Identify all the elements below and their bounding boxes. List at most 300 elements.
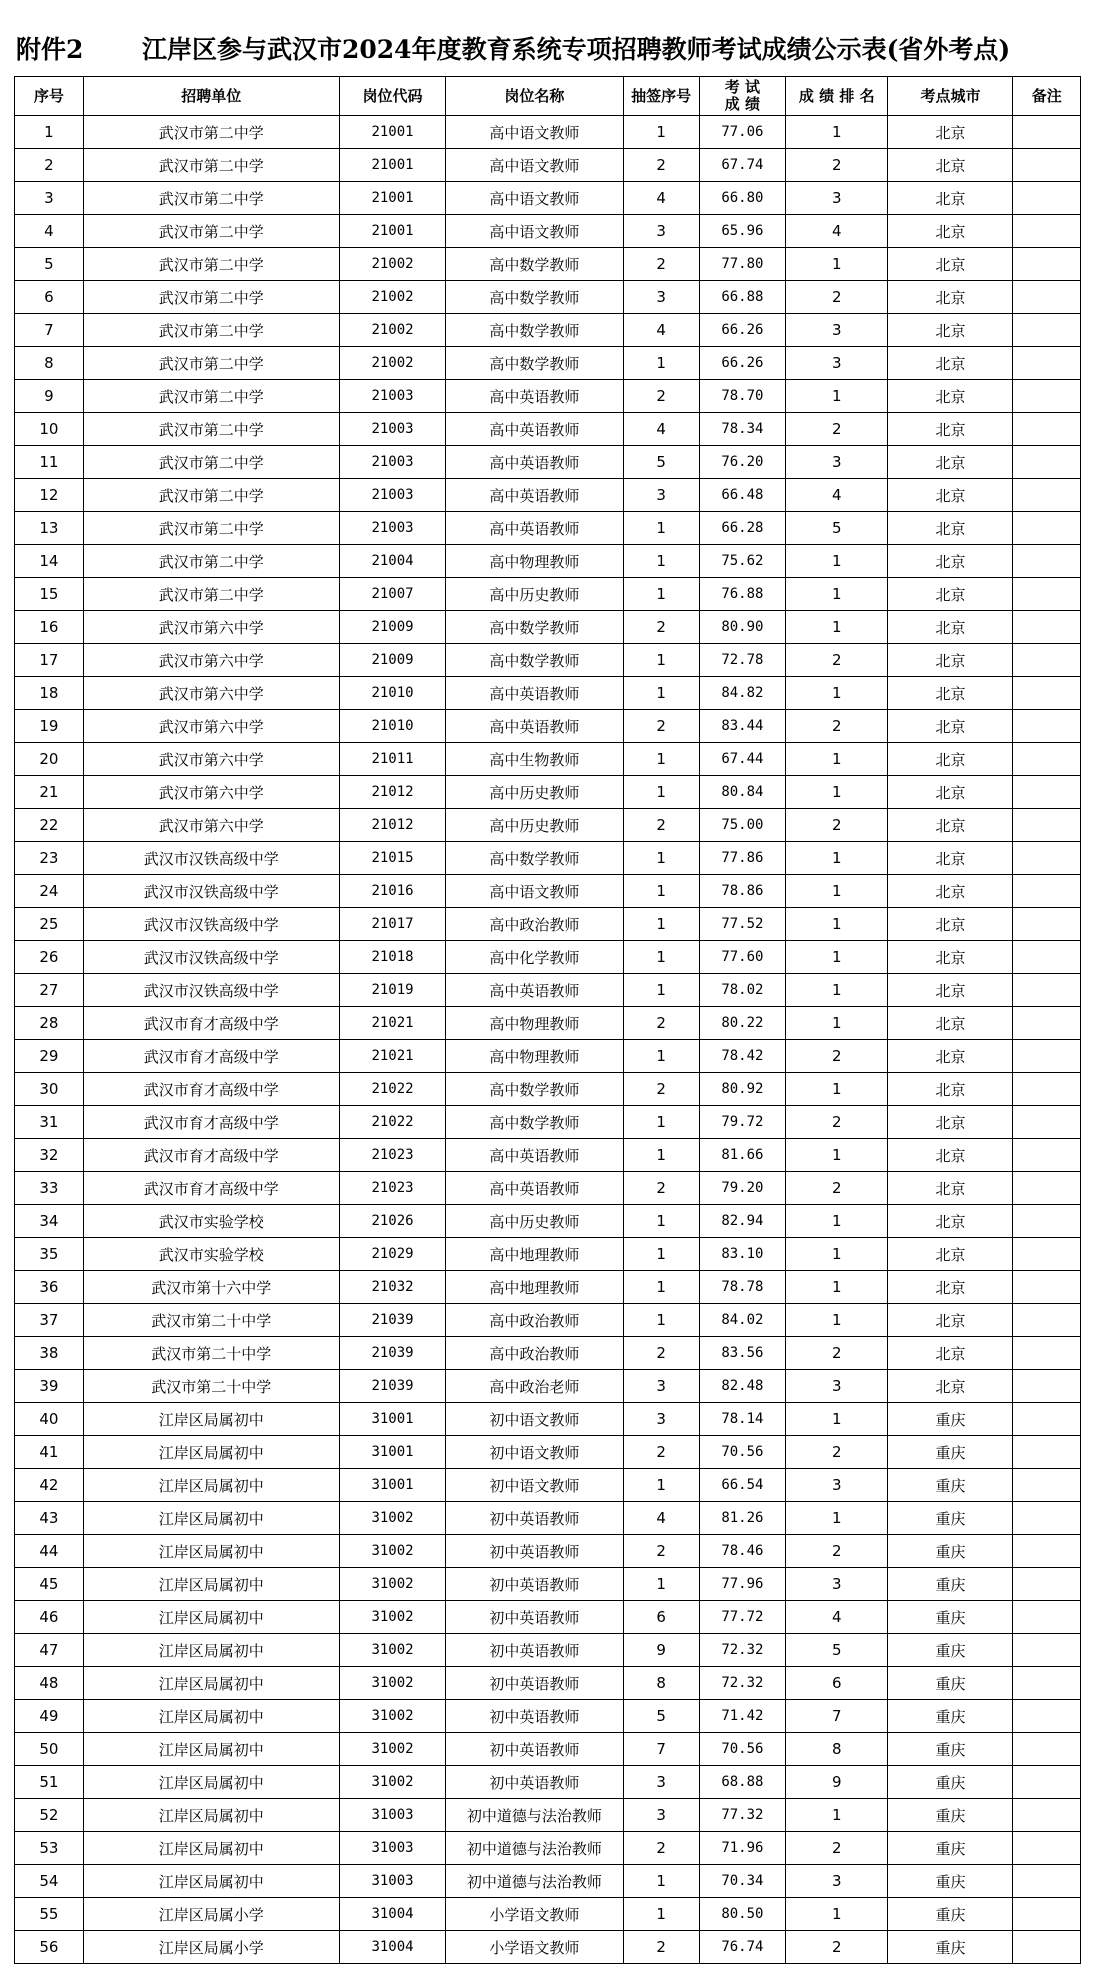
cell-draw: 1 [623, 875, 699, 908]
cell-index: 13 [15, 512, 84, 545]
cell-rank: 3 [786, 1865, 888, 1898]
cell-position: 初中英语教师 [446, 1535, 623, 1568]
cell-index: 47 [15, 1634, 84, 1667]
cell-unit: 武汉市第六中学 [83, 809, 339, 842]
cell-city: 北京 [888, 248, 1013, 281]
cell-score: 75.00 [699, 809, 785, 842]
cell-draw: 2 [623, 149, 699, 182]
cell-note [1013, 1568, 1081, 1601]
cell-unit: 武汉市汉铁高级中学 [83, 908, 339, 941]
cell-score: 78.70 [699, 380, 785, 413]
table-row [15, 1535, 1081, 1568]
cell-city: 北京 [888, 644, 1013, 677]
cell-code: 21002 [339, 314, 445, 347]
cell-code: 21002 [339, 281, 445, 314]
cell-rank: 3 [786, 347, 888, 380]
cell-index: 45 [15, 1568, 84, 1601]
header-row [15, 77, 1081, 116]
cell-position: 高中政治教师 [446, 1337, 623, 1370]
cell-score: 70.56 [699, 1436, 785, 1469]
cell-draw: 1 [623, 1568, 699, 1601]
cell-note [1013, 1469, 1081, 1502]
cell-rank: 1 [786, 248, 888, 281]
cell-rank: 2 [786, 1535, 888, 1568]
cell-note [1013, 281, 1081, 314]
cell-draw: 2 [623, 1832, 699, 1865]
cell-index: 32 [15, 1139, 84, 1172]
cell-unit: 江岸区局属初中 [83, 1667, 339, 1700]
cell-unit: 江岸区局属初中 [83, 1766, 339, 1799]
header-position: 岗位名称 [446, 77, 623, 116]
cell-city: 北京 [888, 380, 1013, 413]
cell-unit: 武汉市第二中学 [83, 215, 339, 248]
cell-rank: 4 [786, 215, 888, 248]
cell-unit: 武汉市实验学校 [83, 1238, 339, 1271]
cell-rank: 1 [786, 974, 888, 1007]
cell-index: 50 [15, 1733, 84, 1766]
cell-draw: 1 [623, 1898, 699, 1931]
cell-draw: 2 [623, 248, 699, 281]
cell-score: 66.48 [699, 479, 785, 512]
cell-rank: 1 [786, 875, 888, 908]
cell-position: 高中英语教师 [446, 974, 623, 1007]
cell-position: 小学语文教师 [446, 1931, 623, 1964]
cell-score: 68.88 [699, 1766, 785, 1799]
cell-draw: 2 [623, 1337, 699, 1370]
cell-score: 78.34 [699, 413, 785, 446]
cell-unit: 江岸区局属初中 [83, 1535, 339, 1568]
cell-code: 31002 [339, 1667, 445, 1700]
cell-unit: 武汉市第二十中学 [83, 1337, 339, 1370]
cell-code: 21022 [339, 1106, 445, 1139]
cell-unit: 武汉市第二十中学 [83, 1304, 339, 1337]
cell-position: 高中数学教师 [446, 281, 623, 314]
cell-note [1013, 776, 1081, 809]
cell-rank: 3 [786, 182, 888, 215]
cell-draw: 1 [623, 1865, 699, 1898]
cell-rank: 1 [786, 908, 888, 941]
table-row [15, 1271, 1081, 1304]
table-row [15, 776, 1081, 809]
cell-unit: 江岸区局属初中 [83, 1436, 339, 1469]
cell-note [1013, 1832, 1081, 1865]
cell-city: 重庆 [888, 1568, 1013, 1601]
cell-rank: 5 [786, 512, 888, 545]
cell-code: 21009 [339, 611, 445, 644]
cell-position: 高中历史教师 [446, 1205, 623, 1238]
cell-unit: 武汉市第六中学 [83, 776, 339, 809]
cell-city: 北京 [888, 677, 1013, 710]
cell-position: 初中英语教师 [446, 1502, 623, 1535]
cell-draw: 3 [623, 1799, 699, 1832]
cell-draw: 1 [623, 1205, 699, 1238]
cell-score: 77.86 [699, 842, 785, 875]
cell-note [1013, 1931, 1081, 1964]
cell-position: 初中英语教师 [446, 1766, 623, 1799]
cell-index: 8 [15, 347, 84, 380]
cell-position: 小学语文教师 [446, 1898, 623, 1931]
cell-draw: 1 [623, 1139, 699, 1172]
cell-code: 21039 [339, 1337, 445, 1370]
cell-unit: 武汉市第二中学 [83, 380, 339, 413]
cell-unit: 武汉市育才高级中学 [83, 1139, 339, 1172]
cell-unit: 武汉市育才高级中学 [83, 1040, 339, 1073]
cell-score: 66.54 [699, 1469, 785, 1502]
cell-draw: 1 [623, 1304, 699, 1337]
cell-city: 重庆 [888, 1898, 1013, 1931]
cell-rank: 1 [786, 776, 888, 809]
table-row [15, 314, 1081, 347]
cell-note [1013, 743, 1081, 776]
cell-city: 重庆 [888, 1667, 1013, 1700]
cell-index: 4 [15, 215, 84, 248]
cell-unit: 武汉市第二中学 [83, 578, 339, 611]
table-row [15, 1073, 1081, 1106]
cell-index: 16 [15, 611, 84, 644]
cell-rank: 1 [786, 1238, 888, 1271]
table-row [15, 809, 1081, 842]
cell-note [1013, 1139, 1081, 1172]
cell-score: 77.32 [699, 1799, 785, 1832]
cell-rank: 2 [786, 1337, 888, 1370]
cell-rank: 3 [786, 446, 888, 479]
cell-unit: 江岸区局属初中 [83, 1832, 339, 1865]
cell-draw: 2 [623, 710, 699, 743]
table-row [15, 479, 1081, 512]
cell-code: 31002 [339, 1766, 445, 1799]
cell-index: 9 [15, 380, 84, 413]
cell-position: 高中数学教师 [446, 611, 623, 644]
cell-city: 北京 [888, 413, 1013, 446]
table-row [15, 1238, 1081, 1271]
cell-draw: 4 [623, 413, 699, 446]
cell-rank: 1 [786, 1898, 888, 1931]
cell-note [1013, 644, 1081, 677]
cell-code: 31001 [339, 1436, 445, 1469]
cell-draw: 4 [623, 182, 699, 215]
cell-draw: 2 [623, 1436, 699, 1469]
cell-unit: 武汉市育才高级中学 [83, 1073, 339, 1106]
cell-index: 42 [15, 1469, 84, 1502]
cell-city: 北京 [888, 1370, 1013, 1403]
cell-code: 31002 [339, 1733, 445, 1766]
cell-index: 51 [15, 1766, 84, 1799]
table-row [15, 1568, 1081, 1601]
cell-position: 高中数学教师 [446, 1106, 623, 1139]
cell-score: 78.86 [699, 875, 785, 908]
cell-city: 北京 [888, 842, 1013, 875]
cell-city: 北京 [888, 479, 1013, 512]
cell-note [1013, 1370, 1081, 1403]
cell-index: 2 [15, 149, 84, 182]
table-row [15, 611, 1081, 644]
header-code: 岗位代码 [339, 77, 445, 116]
cell-note [1013, 1337, 1081, 1370]
cell-code: 21004 [339, 545, 445, 578]
header-city: 考点城市 [888, 77, 1013, 116]
table-row [15, 1403, 1081, 1436]
cell-rank: 9 [786, 1766, 888, 1799]
cell-rank: 1 [786, 941, 888, 974]
cell-code: 21003 [339, 413, 445, 446]
cell-city: 北京 [888, 941, 1013, 974]
cell-score: 79.20 [699, 1172, 785, 1205]
cell-code: 21012 [339, 809, 445, 842]
cell-code: 21016 [339, 875, 445, 908]
cell-index: 56 [15, 1931, 84, 1964]
cell-note [1013, 149, 1081, 182]
cell-code: 21001 [339, 116, 445, 149]
table-row [15, 875, 1081, 908]
cell-note [1013, 116, 1081, 149]
cell-score: 81.26 [699, 1502, 785, 1535]
cell-code: 31003 [339, 1832, 445, 1865]
cell-city: 北京 [888, 215, 1013, 248]
cell-index: 1 [15, 116, 84, 149]
cell-city: 重庆 [888, 1766, 1013, 1799]
cell-note [1013, 479, 1081, 512]
cell-unit: 武汉市汉铁高级中学 [83, 941, 339, 974]
cell-draw: 1 [623, 1271, 699, 1304]
cell-code: 21029 [339, 1238, 445, 1271]
cell-position: 高中英语教师 [446, 710, 623, 743]
cell-note [1013, 1238, 1081, 1271]
cell-city: 北京 [888, 578, 1013, 611]
cell-code: 21003 [339, 446, 445, 479]
cell-score: 78.02 [699, 974, 785, 1007]
cell-score: 67.74 [699, 149, 785, 182]
cell-position: 高中数学教师 [446, 248, 623, 281]
cell-note [1013, 842, 1081, 875]
cell-draw: 1 [623, 116, 699, 149]
cell-rank: 1 [786, 116, 888, 149]
cell-draw: 1 [623, 1469, 699, 1502]
cell-position: 初中英语教师 [446, 1601, 623, 1634]
cell-index: 21 [15, 776, 84, 809]
cell-note [1013, 1205, 1081, 1238]
cell-city: 北京 [888, 512, 1013, 545]
header-score-line1: 考 试 [724, 78, 761, 96]
cell-city: 北京 [888, 1238, 1013, 1271]
cell-score: 77.06 [699, 116, 785, 149]
table-row [15, 941, 1081, 974]
table-row [15, 1436, 1081, 1469]
cell-rank: 8 [786, 1733, 888, 1766]
cell-unit: 武汉市第六中学 [83, 710, 339, 743]
cell-unit: 武汉市第二十中学 [83, 1370, 339, 1403]
cell-position: 高中政治教师 [446, 1304, 623, 1337]
cell-code: 21015 [339, 842, 445, 875]
cell-note [1013, 1007, 1081, 1040]
cell-unit: 武汉市第二中学 [83, 545, 339, 578]
cell-score: 83.44 [699, 710, 785, 743]
cell-note [1013, 1106, 1081, 1139]
cell-rank: 1 [786, 1799, 888, 1832]
cell-code: 21039 [339, 1304, 445, 1337]
cell-score: 77.52 [699, 908, 785, 941]
cell-draw: 1 [623, 941, 699, 974]
cell-note [1013, 314, 1081, 347]
cell-unit: 武汉市第六中学 [83, 644, 339, 677]
cell-draw: 1 [623, 1238, 699, 1271]
cell-index: 22 [15, 809, 84, 842]
cell-position: 高中历史教师 [446, 578, 623, 611]
cell-code: 21021 [339, 1007, 445, 1040]
cell-draw: 1 [623, 743, 699, 776]
cell-rank: 2 [786, 281, 888, 314]
cell-unit: 武汉市第六中学 [83, 611, 339, 644]
cell-score: 66.88 [699, 281, 785, 314]
cell-draw: 1 [623, 512, 699, 545]
cell-position: 高中英语教师 [446, 446, 623, 479]
table-row [15, 974, 1081, 1007]
cell-unit: 武汉市第二中学 [83, 314, 339, 347]
cell-city: 重庆 [888, 1931, 1013, 1964]
cell-city: 北京 [888, 149, 1013, 182]
cell-draw: 2 [623, 611, 699, 644]
cell-position: 高中数学教师 [446, 842, 623, 875]
cell-draw: 1 [623, 347, 699, 380]
cell-position: 高中政治教师 [446, 908, 623, 941]
cell-rank: 1 [786, 1007, 888, 1040]
cell-index: 24 [15, 875, 84, 908]
cell-rank: 1 [786, 1139, 888, 1172]
cell-index: 28 [15, 1007, 84, 1040]
cell-rank: 2 [786, 1172, 888, 1205]
cell-rank: 3 [786, 314, 888, 347]
cell-rank: 2 [786, 644, 888, 677]
cell-rank: 1 [786, 611, 888, 644]
cell-note [1013, 1733, 1081, 1766]
cell-rank: 3 [786, 1469, 888, 1502]
cell-unit: 武汉市第二中学 [83, 281, 339, 314]
cell-city: 重庆 [888, 1403, 1013, 1436]
cell-position: 初中英语教师 [446, 1700, 623, 1733]
cell-unit: 武汉市育才高级中学 [83, 1172, 339, 1205]
cell-score: 66.80 [699, 182, 785, 215]
cell-rank: 1 [786, 743, 888, 776]
table-row [15, 644, 1081, 677]
cell-city: 北京 [888, 446, 1013, 479]
cell-index: 31 [15, 1106, 84, 1139]
cell-unit: 武汉市第二中学 [83, 446, 339, 479]
cell-note [1013, 908, 1081, 941]
cell-code: 31002 [339, 1535, 445, 1568]
cell-note [1013, 1634, 1081, 1667]
cell-code: 21001 [339, 215, 445, 248]
table-row [15, 512, 1081, 545]
cell-code: 21023 [339, 1172, 445, 1205]
cell-position: 高中数学教师 [446, 347, 623, 380]
cell-position: 高中地理教师 [446, 1271, 623, 1304]
cell-note [1013, 182, 1081, 215]
cell-rank: 2 [786, 413, 888, 446]
cell-code: 31003 [339, 1865, 445, 1898]
table-row [15, 1304, 1081, 1337]
cell-index: 18 [15, 677, 84, 710]
cell-position: 高中英语教师 [446, 1139, 623, 1172]
cell-position: 高中英语教师 [446, 1172, 623, 1205]
cell-code: 31002 [339, 1634, 445, 1667]
cell-score: 72.32 [699, 1667, 785, 1700]
cell-draw: 1 [623, 1040, 699, 1073]
cell-unit: 武汉市第六中学 [83, 743, 339, 776]
cell-city: 北京 [888, 347, 1013, 380]
table-row [15, 710, 1081, 743]
table-row [15, 1007, 1081, 1040]
cell-score: 66.26 [699, 347, 785, 380]
table-row [15, 1172, 1081, 1205]
cell-score: 70.34 [699, 1865, 785, 1898]
cell-note [1013, 710, 1081, 743]
cell-position: 高中数学教师 [446, 314, 623, 347]
table-row [15, 446, 1081, 479]
cell-note [1013, 974, 1081, 1007]
cell-unit: 武汉市第六中学 [83, 677, 339, 710]
cell-position: 高中语文教师 [446, 875, 623, 908]
cell-position: 高中物理教师 [446, 545, 623, 578]
cell-rank: 1 [786, 578, 888, 611]
cell-city: 北京 [888, 809, 1013, 842]
cell-unit: 江岸区局属小学 [83, 1898, 339, 1931]
cell-rank: 1 [786, 1403, 888, 1436]
table-row [15, 1370, 1081, 1403]
cell-rank: 1 [786, 842, 888, 875]
cell-unit: 武汉市第十六中学 [83, 1271, 339, 1304]
cell-draw: 4 [623, 314, 699, 347]
cell-note [1013, 875, 1081, 908]
cell-unit: 江岸区局属初中 [83, 1799, 339, 1832]
cell-position: 高中历史教师 [446, 809, 623, 842]
cell-city: 北京 [888, 1007, 1013, 1040]
cell-city: 北京 [888, 1040, 1013, 1073]
cell-code: 21019 [339, 974, 445, 1007]
cell-rank: 6 [786, 1667, 888, 1700]
cell-city: 北京 [888, 281, 1013, 314]
cell-position: 高中语文教师 [446, 116, 623, 149]
cell-index: 25 [15, 908, 84, 941]
cell-rank: 2 [786, 1931, 888, 1964]
cell-unit: 武汉市第二中学 [83, 248, 339, 281]
cell-index: 48 [15, 1667, 84, 1700]
cell-city: 北京 [888, 1337, 1013, 1370]
cell-score: 75.62 [699, 545, 785, 578]
cell-score: 77.72 [699, 1601, 785, 1634]
table-row [15, 281, 1081, 314]
cell-code: 21023 [339, 1139, 445, 1172]
cell-note [1013, 446, 1081, 479]
cell-index: 27 [15, 974, 84, 1007]
cell-city: 北京 [888, 1205, 1013, 1238]
cell-draw: 3 [623, 1766, 699, 1799]
cell-unit: 江岸区局属初中 [83, 1733, 339, 1766]
cell-rank: 1 [786, 677, 888, 710]
cell-index: 36 [15, 1271, 84, 1304]
cell-note [1013, 1073, 1081, 1106]
cell-unit: 江岸区局属初中 [83, 1700, 339, 1733]
table-row [15, 1106, 1081, 1139]
cell-rank: 7 [786, 1700, 888, 1733]
cell-draw: 7 [623, 1733, 699, 1766]
header-note: 备注 [1013, 77, 1081, 116]
cell-score: 71.96 [699, 1832, 785, 1865]
cell-code: 21011 [339, 743, 445, 776]
cell-city: 北京 [888, 1271, 1013, 1304]
cell-score: 71.42 [699, 1700, 785, 1733]
cell-score: 80.22 [699, 1007, 785, 1040]
cell-draw: 5 [623, 1700, 699, 1733]
cell-position: 高中英语教师 [446, 677, 623, 710]
